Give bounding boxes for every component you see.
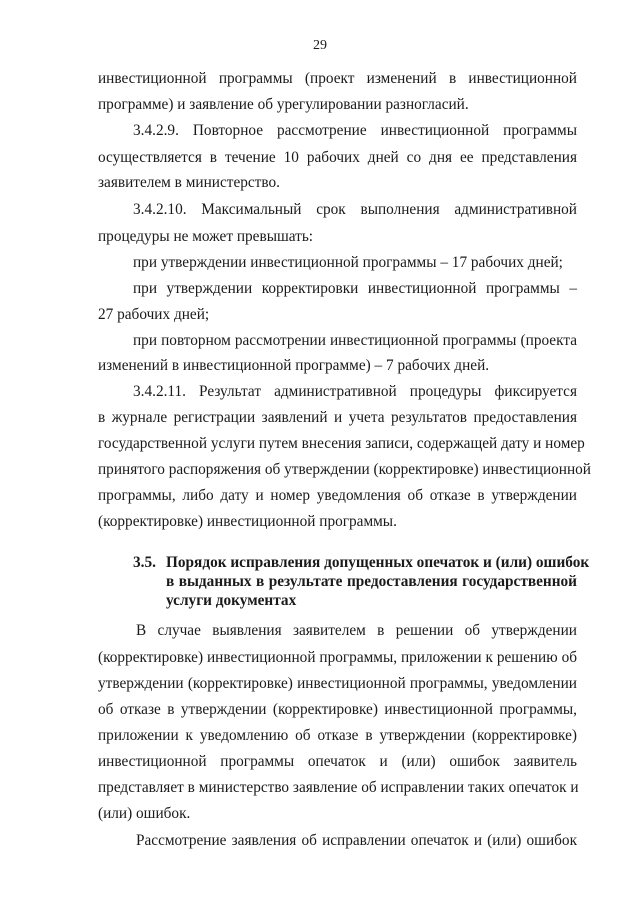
text-line: 3.4.2.9. Повторное рассмотрение инвестиционной программы bbox=[133, 122, 577, 139]
text-line: при повторном рассмотрении инвестиционной программы (проекта bbox=[133, 332, 577, 349]
text-line: при утверждении корректировки инвестиционной программы – bbox=[133, 280, 577, 297]
text-line: государственной услуги путем внесения записи, содержащей дату и номер bbox=[98, 435, 585, 452]
text-line: утверждении (корректировке) инвестиционной программы, уведомлении bbox=[98, 675, 577, 692]
text-line: В случае выявления заявителем в решении об утверждении bbox=[136, 622, 577, 639]
text-line: программе) и заявление об урегулировании разногласий. bbox=[98, 96, 469, 113]
text-line: об отказе в утверждении (корректировке) инвестиционной программы, bbox=[98, 701, 577, 718]
text-line: изменений в инвестиционной программе) – 7 рабочих дней. bbox=[98, 357, 490, 374]
text-line: заявителем в министерство. bbox=[98, 174, 280, 191]
text-line: Рассмотрение заявления об исправлении опечаток и (или) ошибок bbox=[136, 832, 577, 849]
section-number: 3.5. bbox=[133, 554, 156, 571]
text-line: 3.4.2.11. Результат административной процедуры фиксируется bbox=[133, 383, 577, 400]
section-title-line: Порядок исправления допущенных опечаток и (или) ошибок bbox=[166, 554, 590, 571]
text-line: процедуры не может превышать: bbox=[98, 228, 314, 245]
text-line: при утверждении инвестиционной программы – 17 рабочих дней; bbox=[133, 254, 563, 271]
text-line: принятого распоряжения об утверждении (корректировке) инвестиционной bbox=[98, 461, 591, 478]
text-line: в журнале регистрации заявлений и учета результатов предоставления bbox=[98, 409, 577, 426]
section-title-line: в выданных в результате предоставления государственной bbox=[166, 573, 577, 590]
text-line: приложении к уведомлению об отказе в утверждении (корректировке) bbox=[98, 727, 577, 744]
text-line: программы, либо дату и номер уведомления об отказе в утверждении bbox=[98, 487, 577, 504]
text-line: инвестиционной программы (проект изменений в инвестиционной bbox=[98, 70, 577, 87]
text-line: инвестиционной программы опечаток и (или) ошибок заявитель bbox=[98, 753, 577, 770]
text-line: представляет в министерство заявление об исправлении таких опечаток и bbox=[98, 779, 579, 796]
text-line: 27 рабочих дней; bbox=[98, 306, 210, 323]
section-title-line: услуги документах bbox=[166, 592, 297, 609]
page-number: 29 bbox=[313, 38, 327, 53]
text-line: (корректировке) инвестиционной программы, приложении к решению об bbox=[98, 649, 577, 666]
text-line: осуществляется в течение 10 рабочих дней со дня ее представления bbox=[98, 149, 577, 166]
text-line: 3.4.2.10. Максимальный срок выполнения административной bbox=[133, 201, 577, 218]
text-line: (или) ошибок. bbox=[98, 805, 191, 822]
text-line: (корректировке) инвестиционной программы. bbox=[98, 513, 397, 530]
